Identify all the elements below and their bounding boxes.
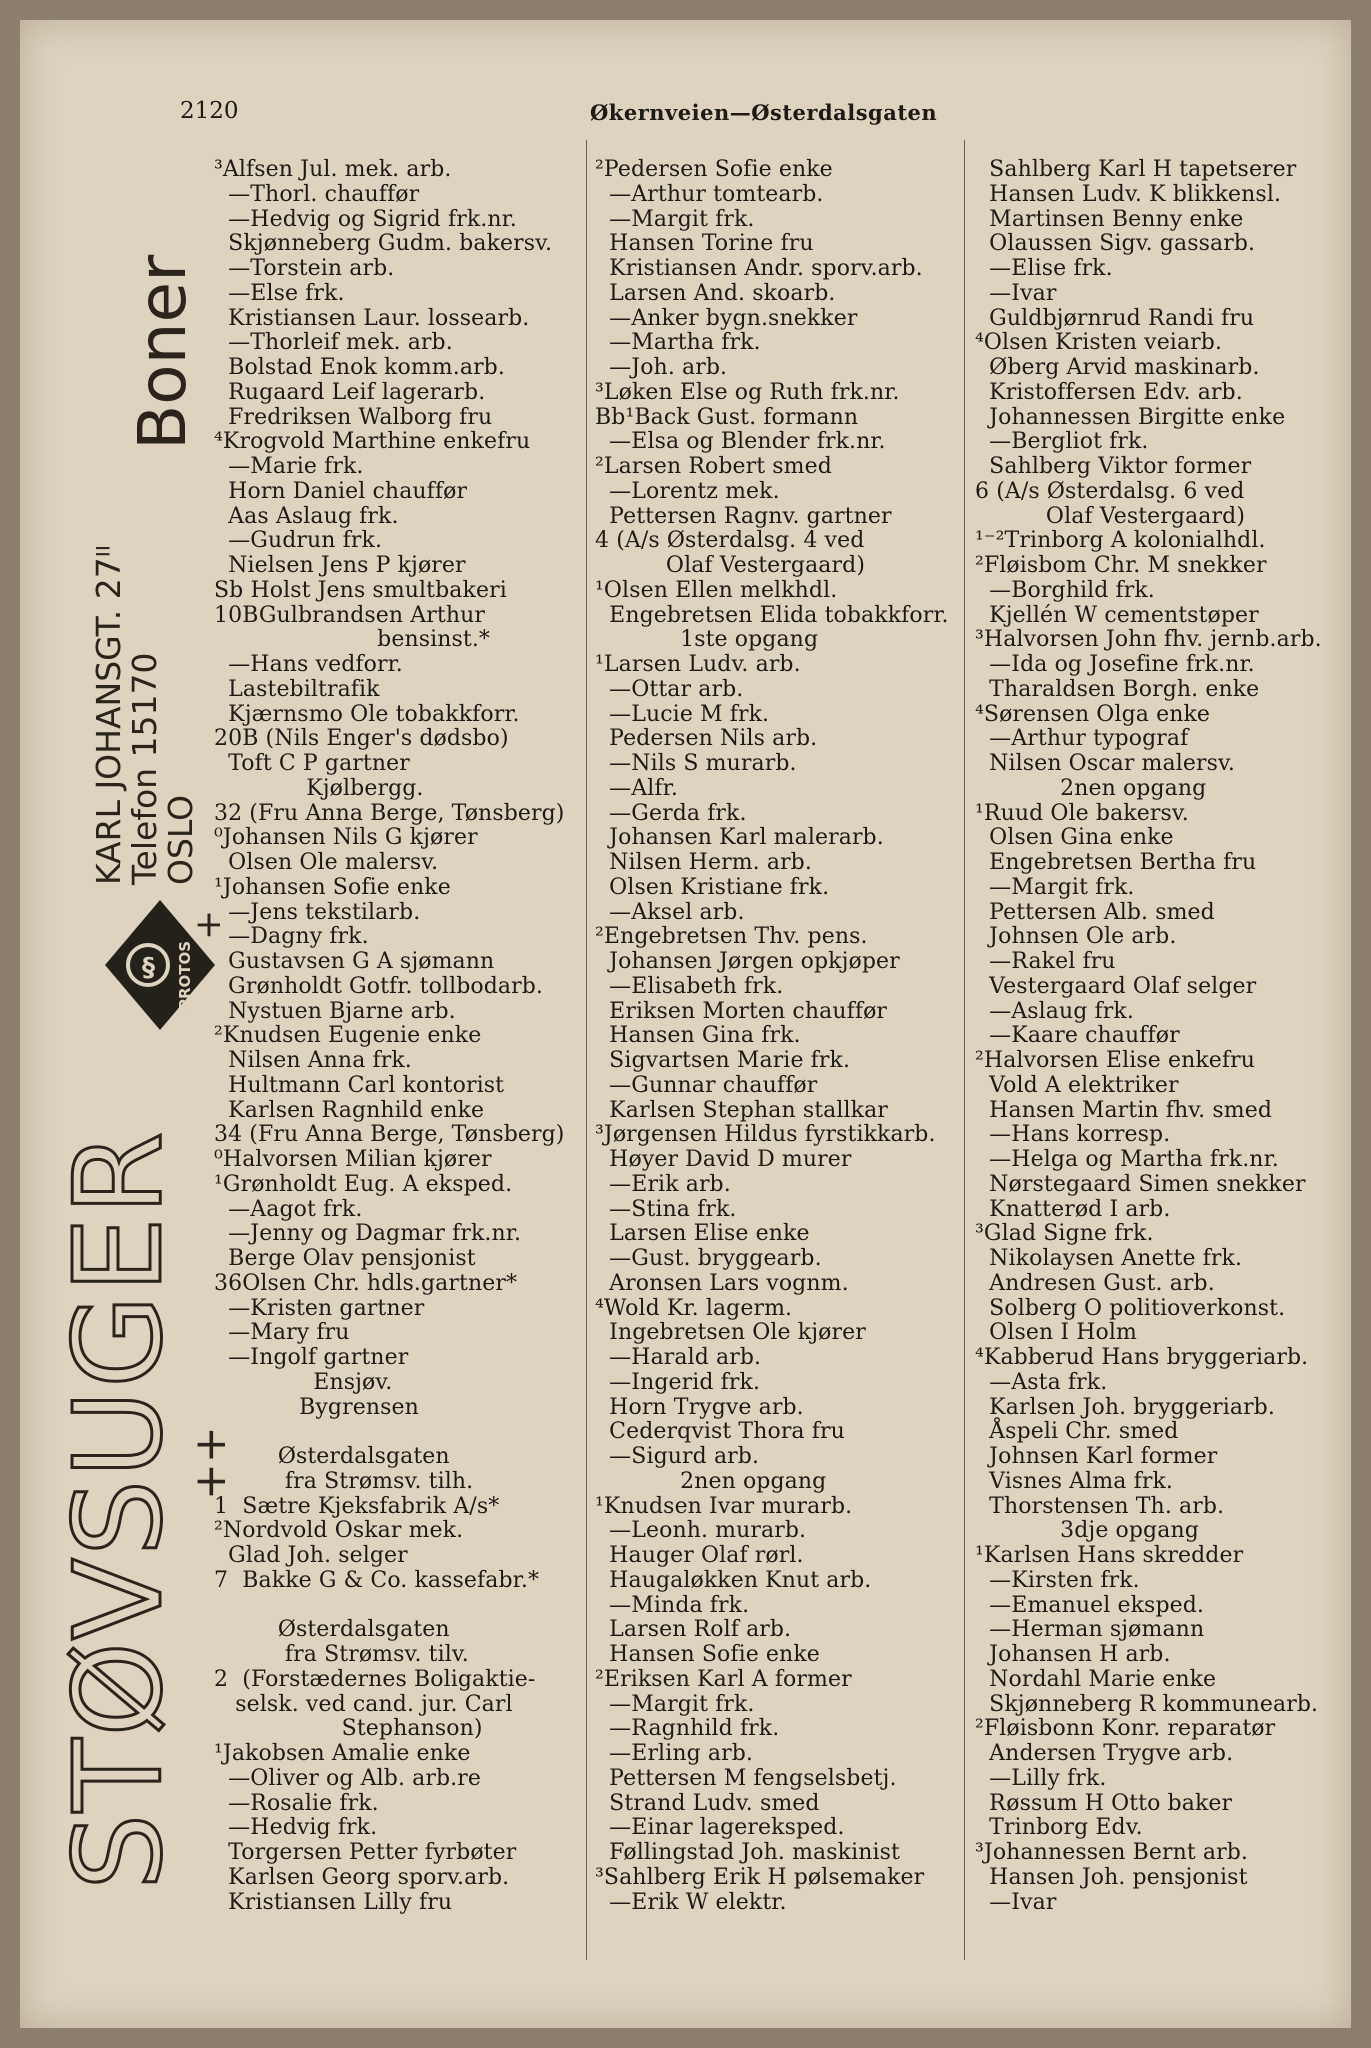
page-number: 2120 <box>180 98 239 124</box>
column-divider <box>964 140 965 1960</box>
directory-entry: ³Glad Signe frk. <box>975 1221 1154 1247</box>
directory-entry: —Ingolf gartner <box>214 1345 409 1370</box>
directory-entry: Kristiansen Lilly fru <box>214 1889 453 1915</box>
directory-entry: —Lilly frk. <box>975 1765 1107 1791</box>
directory-entry: —Oliver og Alb. arb.re <box>214 1765 482 1791</box>
directory-entry: Aronsen Lars vognm. <box>595 1270 849 1296</box>
directory-entry: 7 Bakke G & Co. kassefabr.* <box>214 1567 540 1593</box>
directory-entry: —Margit frk. <box>595 1691 755 1717</box>
ad-crosses: ++ <box>185 1426 236 1500</box>
directory-entry: Larsen Rolf arb. <box>595 1617 792 1643</box>
directory-entry: Nilsen Anna frk. <box>214 1048 412 1073</box>
directory-entry: Berge Olav pensjonist <box>214 1246 476 1271</box>
directory-entry: ¹Karlsen Hans skredder <box>975 1543 1244 1568</box>
directory-entry: 3dje opgang <box>975 1518 1199 1544</box>
ad-city: OSLO <box>161 794 200 885</box>
directory-entry: —Hans vedforr. <box>214 652 403 677</box>
page-title: Økernveien—Østerdalsgaten <box>590 100 938 125</box>
directory-entry: 34 (Fru Anna Berge, Tønsberg) <box>214 1122 565 1148</box>
directory-entry: —Elsa og Blender frk.nr. <box>595 429 886 455</box>
directory-entry: Nørstegaard Simen snekker <box>975 1171 1306 1197</box>
advertisement-banner <box>50 150 236 2010</box>
directory-entry: —Hedvig og Sigrid frk.nr. <box>214 206 517 232</box>
directory-entry: 2nen opgang <box>975 775 1207 801</box>
column-divider <box>586 140 587 1960</box>
directory-entry: ³Johannessen Bernt arb. <box>975 1840 1249 1865</box>
directory-entry: —Marie frk. <box>214 454 364 479</box>
directory-entry: ¹Olsen Ellen melkhdl. <box>595 577 838 603</box>
directory-entry: Lastebiltrafik <box>214 676 380 702</box>
protos-logo-text: PROTOS <box>176 940 194 1010</box>
directory-entry: ¹⁻²Trinborg A kolonialhdl. <box>975 528 1266 554</box>
directory-entry <box>214 1420 576 1445</box>
directory-entry: Engebretsen Elida tobakkforr. <box>595 602 949 628</box>
directory-entry: —Elisabeth frk. <box>595 973 784 999</box>
directory-entry: —Erik arb. <box>595 1171 731 1197</box>
directory-entry: Haugaløkken Knut arb. <box>595 1567 872 1593</box>
directory-entry: —Herman sjømann <box>975 1617 1205 1643</box>
directory-entry: Øberg Arvid maskinarb. <box>975 355 1260 380</box>
directory-entry: —Joh. arb. <box>595 355 728 380</box>
directory-entry: —Borghild frk. <box>975 577 1155 603</box>
directory-entry: —Ivar <box>975 1889 1057 1915</box>
directory-entry: ⁰Halvorsen Milian kjører <box>214 1147 492 1172</box>
directory-entry: Horn Daniel chauffør <box>214 478 468 504</box>
directory-entry: ⁴Kabberud Hans bryggeriarb. <box>975 1345 1309 1370</box>
directory-entry: selsk. ved cand. jur. Carl <box>214 1691 513 1717</box>
directory-entry: 36Olsen Chr. hdls.gartner* <box>214 1270 518 1296</box>
directory-entry: —Leonh. murarb. <box>595 1518 807 1544</box>
ad-big-text: STØVSUGER <box>50 1129 189 1890</box>
column-2 <box>595 158 957 1915</box>
directory-entry: 32 (Fru Anna Berge, Tønsberg) <box>214 800 565 826</box>
directory-entry: —Arthur typograf <box>975 726 1189 752</box>
directory-entry: Stephanson) <box>214 1716 483 1742</box>
directory-entry: —Else frk. <box>214 280 345 306</box>
directory-entry: Ensjøv. <box>214 1369 393 1395</box>
directory-entry: 2nen opgang <box>595 1468 827 1494</box>
directory-entry: Føllingstad Joh. maskinist <box>595 1840 900 1865</box>
directory-entry: —Lorentz mek. <box>595 478 780 504</box>
directory-entry: 4 (A/s Østerdalsg. 4 ved <box>595 528 865 554</box>
directory-entry: Larsen Elise enke <box>595 1221 810 1247</box>
directory-entry: —Gust. bryggearb. <box>595 1246 822 1271</box>
ad-cross: + <box>188 909 229 940</box>
directory-entry: Olaf Vestergaard) <box>975 503 1246 529</box>
directory-entry: Hansen Martin fhv. smed <box>975 1097 1272 1123</box>
directory-entry: —Rosalie frk. <box>214 1790 379 1816</box>
directory-entry: ²Halvorsen Elise enkefru <box>975 1048 1256 1073</box>
directory-entry: ²Larsen Robert smed <box>595 454 832 479</box>
directory-entry: —Torstein arb. <box>214 256 395 281</box>
directory-entry: ³Løken Else og Ruth frk.nr. <box>595 379 900 405</box>
directory-entry: Ingebretsen Ole kjører <box>595 1320 866 1346</box>
directory-entry: Kristiansen Andr. sporv.arb. <box>595 256 923 281</box>
directory-entry: ²Pedersen Sofie enke <box>595 157 833 182</box>
directory-entry: ²Nordvold Oskar mek. <box>214 1518 464 1544</box>
directory-entry: —Alfr. <box>595 775 678 801</box>
directory-entry: —Thorleif mek. arb. <box>214 330 453 356</box>
directory-entry: Pettersen Ragnv. gartner <box>595 503 892 529</box>
directory-entry: bensinst.* <box>214 627 491 653</box>
directory-entry: Larsen And. skoarb. <box>595 280 836 306</box>
directory-entry: —Gunnar chauffør <box>595 1072 818 1098</box>
directory-entry: —Aslaug frk. <box>975 998 1134 1024</box>
directory-entry: —Minda frk. <box>595 1592 750 1618</box>
ad-product: Boner <box>124 254 201 450</box>
directory-entry: Hansen Joh. pensjonist <box>975 1864 1248 1890</box>
directory-entry: Vestergaard Olaf selger <box>975 973 1257 999</box>
directory-entry: Tharaldsen Borgh. enke <box>975 676 1260 702</box>
directory-entry: Thorstensen Th. arb. <box>975 1493 1225 1519</box>
directory-entry: ¹Johansen Sofie enke <box>214 874 451 900</box>
directory-entry: ¹Ruud Ole bakersv. <box>975 800 1189 826</box>
directory-entry: ⁴Krogvold Marthine enkefru <box>214 429 531 455</box>
directory-entry: ⁴Wold Kr. lagerm. <box>595 1295 793 1321</box>
directory-entry: —Gudrun frk. <box>214 528 383 554</box>
directory-entry: —Erik W elektr. <box>595 1889 787 1915</box>
directory-entry: ²Knudsen Eugenie enke <box>214 1023 482 1049</box>
directory-entry: Eriksen Morten chauffør <box>595 998 888 1024</box>
directory-entry: Olaf Vestergaard) <box>595 553 866 578</box>
directory-entry: ¹Larsen Ludv. arb. <box>595 652 801 677</box>
directory-entry: Sigvartsen Marie frk. <box>595 1048 851 1073</box>
directory-entry: —Nils S murarb. <box>595 751 797 776</box>
directory-entry: —Helga og Martha frk.nr. <box>975 1147 1279 1172</box>
directory-entry: —Kristen gartner <box>214 1295 425 1321</box>
directory-entry: ²Fløisbom Chr. M snekker <box>975 553 1267 578</box>
directory-entry: 6 (A/s Østerdalsg. 6 ved <box>975 478 1245 504</box>
directory-entry: —Jens tekstilarb. <box>214 899 421 925</box>
directory-entry: Engebretsen Bertha fru <box>975 850 1257 875</box>
directory-entry: —Ottar arb. <box>595 676 744 702</box>
directory-entry: —Jenny og Dagmar frk.nr. <box>214 1221 522 1247</box>
directory-entry: 20B (Nils Enger's dødsbo) <box>214 726 509 752</box>
directory-entry: Aas Aslaug frk. <box>214 503 399 529</box>
directory-entry: Bb¹Back Gust. formann <box>595 404 859 430</box>
column-1 <box>214 158 576 1915</box>
directory-entry: Trinborg Edv. <box>975 1815 1143 1841</box>
directory-entry: Pettersen M fengselsbetj. <box>595 1765 897 1791</box>
directory-entry: Kristiansen Laur. lossearb. <box>214 305 530 331</box>
directory-entry: Karlsen Joh. bryggeriarb. <box>975 1394 1275 1420</box>
directory-entry: ⁴Sørensen Olga enke <box>975 701 1211 727</box>
directory-entry: Hansen Gina frk. <box>595 1023 801 1049</box>
directory-entry: fra Strømsv. tilv. <box>214 1642 469 1667</box>
directory-entry: Kjellén W cementstøper <box>975 602 1259 628</box>
directory-entry: Nikolaysen Anette frk. <box>975 1246 1243 1271</box>
directory-entry: Pettersen Alb. smed <box>975 899 1215 925</box>
directory-entry: Nystuen Bjarne arb. <box>214 998 456 1024</box>
directory-entry: —Ida og Josefine frk.nr. <box>975 652 1255 677</box>
directory-entry: —Harald arb. <box>595 1345 762 1370</box>
directory-entry: Glad Joh. selger <box>214 1543 408 1568</box>
directory-entry: Olsen I Holm <box>975 1320 1137 1346</box>
directory-entry: Sahlberg Viktor former <box>975 454 1252 479</box>
directory-entry: —Ivar <box>975 280 1057 306</box>
directory-entry: Nilsen Oscar malersv. <box>975 751 1236 776</box>
directory-entry: ³Halvorsen John fhv. jernb.arb. <box>975 627 1322 653</box>
directory-entry: Karlsen Georg sporv.arb. <box>214 1864 510 1890</box>
directory-entry: Torgersen Petter fyrbøter <box>214 1840 517 1865</box>
directory-entry: —Stina frk. <box>595 1196 737 1222</box>
directory-entry: Røssum H Otto baker <box>975 1790 1233 1816</box>
directory-entry: 10BGulbrandsen Arthur <box>214 602 485 628</box>
directory-entry: Hauger Olaf rørl. <box>595 1543 804 1568</box>
directory-entry: —Gerda frk. <box>595 800 747 826</box>
directory-entry: Vold A elektriker <box>975 1072 1179 1098</box>
directory-entry: —Mary fru <box>214 1320 350 1346</box>
directory-entry: Olsen Gina enke <box>975 825 1174 851</box>
directory-entry: Grønholdt Gotfr. tollbodarb. <box>214 973 544 999</box>
directory-entry: ⁰Johansen Nils G kjører <box>214 825 478 851</box>
directory-entry: —Margit frk. <box>595 206 755 232</box>
directory-entry: Olsen Ole malersv. <box>214 850 439 875</box>
ad-phone: Telefon 15170 <box>125 652 164 885</box>
directory-entry: Guldbjørnrud Randi fru <box>975 305 1255 331</box>
directory-entry: —Arthur tomtearb. <box>595 181 824 207</box>
directory-entry: —Ragnhild frk. <box>595 1716 780 1742</box>
directory-entry: 1ste opgang <box>595 627 819 653</box>
directory-entry: —Aagot frk. <box>214 1196 363 1222</box>
column-3 <box>975 158 1325 1915</box>
directory-entry: —Asta frk. <box>975 1369 1108 1395</box>
directory-entry: Sahlberg Karl H tapetserer <box>975 157 1297 182</box>
directory-entry: —Kaare chauffør <box>975 1023 1180 1049</box>
directory-entry: Andresen Gust. arb. <box>975 1270 1215 1296</box>
directory-entry: —Anker bygn.snekker <box>595 305 858 331</box>
directory-entry: Andersen Trygve arb. <box>975 1741 1234 1766</box>
directory-entry: fra Strømsv. tilh. <box>214 1468 474 1494</box>
directory-entry: 1 Sætre Kjeksfabrik A/s* <box>214 1493 500 1519</box>
directory-entry: Pedersen Nils arb. <box>595 726 818 752</box>
directory-entry: Johansen H arb. <box>975 1642 1171 1667</box>
directory-entry: ²Eriksen Karl A former <box>595 1666 852 1692</box>
directory-entry: Sb Holst Jens smultbakeri <box>214 577 507 603</box>
directory-entry: —Lucie M frk. <box>595 701 770 727</box>
directory-entry: —Elise frk. <box>975 256 1113 281</box>
directory-entry: Visnes Alma frk. <box>975 1468 1173 1494</box>
directory-entry: Bolstad Enok komm.arb. <box>214 355 505 380</box>
directory-entry: ⁴Olsen Kristen veiarb. <box>975 330 1223 356</box>
directory-entry: Nielsen Jens P kjører <box>214 553 466 578</box>
directory-entry: Toft C P gartner <box>214 751 410 776</box>
directory-entry <box>214 1594 576 1619</box>
directory-entry: —Hedvig frk. <box>214 1815 378 1841</box>
directory-entry: Skjønneberg R kommunearb. <box>975 1691 1319 1717</box>
directory-entry: Rugaard Leif lagerarb. <box>214 379 486 405</box>
directory-entry: Johnsen Karl former <box>975 1444 1218 1469</box>
directory-entry: Fredriksen Walborg fru <box>214 404 493 430</box>
directory-entry: —Dagny frk. <box>214 924 369 950</box>
directory-entry: Horn Trygve arb. <box>595 1394 804 1420</box>
directory-entry: —Hans korresp. <box>975 1122 1171 1148</box>
directory-entry: Hansen Sofie enke <box>595 1642 820 1667</box>
directory-entry: Johnsen Ole arb. <box>975 924 1177 950</box>
directory-entry: —Sigurd arb. <box>595 1444 760 1469</box>
directory-entry: Hansen Ludv. K blikkensl. <box>975 181 1282 207</box>
directory-entry: Høyer David D murer <box>595 1147 852 1172</box>
directory-entry: —Bergliot frk. <box>975 429 1149 455</box>
directory-entry: Cederqvist Thora fru <box>595 1419 845 1445</box>
svg-text:§: § <box>142 953 155 983</box>
directory-entry: Kjølbergg. <box>214 775 424 801</box>
directory-entry: Karlsen Ragnhild enke <box>214 1097 485 1123</box>
directory-entry: Bygrensen <box>214 1394 419 1420</box>
directory-entry: Olsen Kristiane frk. <box>595 874 830 900</box>
directory-entry: —Thorl. chauffør <box>214 181 420 207</box>
directory-entry: ³Alfsen Jul. mek. arb. <box>214 157 452 182</box>
directory-entry: Gustavsen G A sjømann <box>214 949 495 974</box>
directory-entry: Hultmann Carl kontorist <box>214 1072 505 1098</box>
directory-entry: Østerdalsgaten <box>214 1444 450 1469</box>
directory-entry: Olaussen Sigv. gassarb. <box>975 231 1256 257</box>
directory-entry: Johannessen Birgitte enke <box>975 404 1286 430</box>
ad-address: KARL JOHANSGT. 27ᴵᴵ <box>89 544 128 885</box>
directory-entry: —Aksel arb. <box>595 899 745 925</box>
directory-entry: Martinsen Benny enke <box>975 206 1244 232</box>
directory-entry: Åspeli Chr. smed <box>975 1419 1179 1445</box>
directory-entry: Østerdalsgaten <box>214 1617 450 1643</box>
directory-entry: Solberg O politioverkonst. <box>975 1295 1286 1321</box>
directory-entry: Hansen Torine fru <box>595 231 814 257</box>
directory-entry: Kristoffersen Edv. arb. <box>975 379 1243 405</box>
directory-entry: Kjærnsmo Ole tobakkforr. <box>214 701 520 727</box>
directory-entry: Johansen Karl malerarb. <box>595 825 884 851</box>
directory-entry: ³Sahlberg Erik H pølsemaker <box>595 1864 925 1890</box>
directory-page <box>20 20 1351 2028</box>
directory-entry: ³Jørgensen Hildus fyrstikkarb. <box>595 1122 936 1148</box>
directory-entry: ²Fløisbonn Konr. reparatør <box>975 1716 1276 1742</box>
directory-entry: —Einar lagereksped. <box>595 1815 845 1841</box>
directory-entry: —Erling arb. <box>595 1741 753 1766</box>
directory-entry: —Margit frk. <box>975 874 1135 900</box>
directory-entry: Nordahl Marie enke <box>975 1666 1217 1692</box>
directory-entry: —Kirsten frk. <box>975 1567 1140 1593</box>
directory-entry: —Martha frk. <box>595 330 761 356</box>
directory-entry: —Rakel fru <box>975 949 1116 974</box>
directory-entry: ¹Jakobsen Amalie enke <box>214 1741 471 1766</box>
directory-entry: Nilsen Herm. arb. <box>595 850 812 875</box>
directory-entry: —Emanuel eksped. <box>975 1592 1205 1618</box>
directory-entry: ¹Knudsen Ivar murarb. <box>595 1493 853 1519</box>
directory-entry: ²Engebretsen Thv. pens. <box>595 924 868 950</box>
directory-entry: —Ingerid frk. <box>595 1369 761 1395</box>
directory-entry: 2 (Forstædernes Boligaktie- <box>214 1666 536 1692</box>
directory-entry: Karlsen Stephan stallkar <box>595 1097 888 1123</box>
directory-entry: Knatterød I arb. <box>975 1196 1171 1222</box>
directory-entry: Johansen Jørgen opkjøper <box>595 949 900 974</box>
directory-entry: Skjønneberg Gudm. bakersv. <box>214 231 553 257</box>
directory-entry: ¹Grønholdt Eug. A eksped. <box>214 1171 513 1197</box>
directory-entry: Strand Ludv. smed <box>595 1790 820 1816</box>
